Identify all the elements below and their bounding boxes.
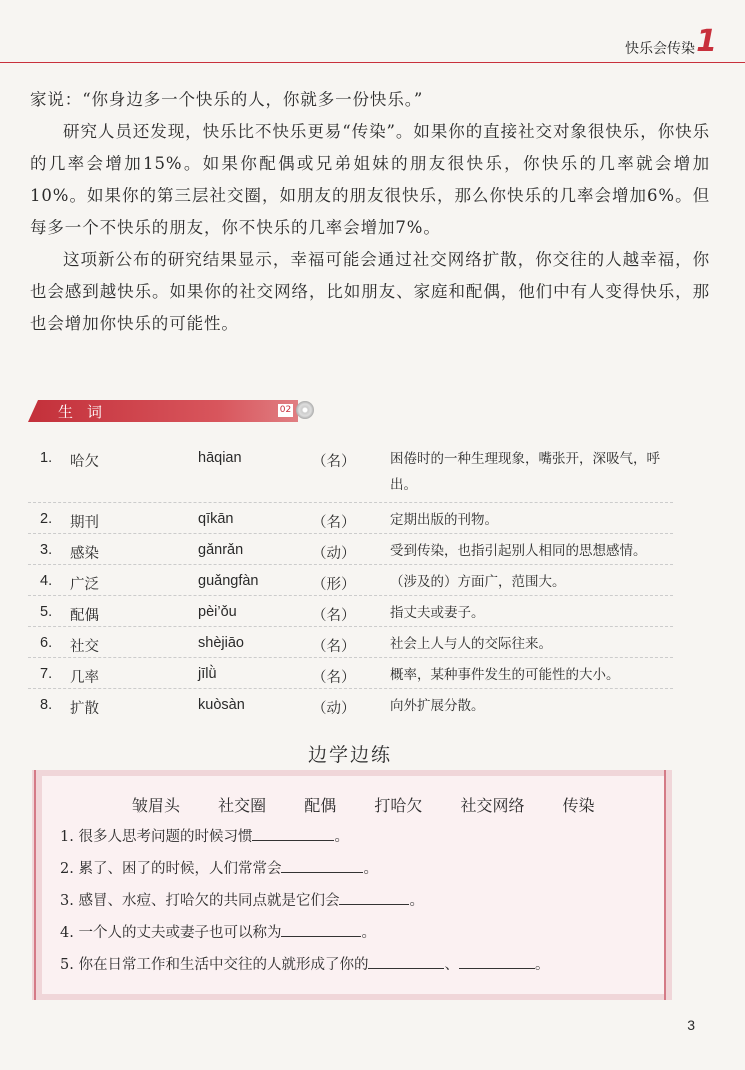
question-text: 3. 感冒、水痘、打哈欠的共同点就是它们会 <box>60 893 340 909</box>
practice-question <box>60 953 549 974</box>
vocab-number: 8. <box>40 697 53 713</box>
question-end: 。 <box>363 861 378 877</box>
vocab-row <box>28 503 673 534</box>
vocab-number: 4. <box>40 573 53 589</box>
practice-title: 边学边练 <box>307 744 392 766</box>
vocab-definition: 向外扩展分散。 <box>390 698 485 714</box>
vocab-pinyin: kuòsàn <box>198 697 245 713</box>
word-bank-item: 传染 <box>562 796 595 815</box>
word-bank-item: 皱眉头 <box>132 796 181 815</box>
vocab-row <box>28 596 673 627</box>
answer-blank[interactable] <box>459 954 535 969</box>
passage-paragraph: 研究人员还发现，快乐比不快乐更易“传染”。如果你的直接社交对象很快乐，你快乐的几率会增加15%。如果你配偶或兄弟姐妹的朋友很快乐，你快乐的几率就会增加10%。如果你的第三层社交圈，如朋友的朋友很快乐，那么你快乐的几率会增加6%。但每多一个不快乐的朋友，你不快乐的几率会增加7%。 <box>30 122 710 237</box>
vocab-pinyin: gǎnrǎn <box>198 542 244 558</box>
vocab-definition: 困倦时的一种生理现象，嘴张开，深吸气，呼出。 <box>390 451 660 493</box>
vocab-definition: 指丈夫或妻子。 <box>390 605 485 621</box>
answer-blank[interactable] <box>368 954 444 969</box>
vocab-number: 1. <box>40 450 53 466</box>
cd-icon <box>296 401 314 419</box>
practice-border-line <box>34 770 36 1000</box>
vocab-number: 6. <box>40 635 53 651</box>
question-separator: 、 <box>444 957 459 973</box>
question-text: 1. 很多人思考问题的时候习惯 <box>60 829 253 845</box>
vocab-pos: （名） <box>312 454 356 470</box>
vocab-word: 广泛 <box>70 577 99 593</box>
word-bank <box>132 793 628 816</box>
vocab-row <box>28 689 673 719</box>
vocab-pos: （名） <box>312 608 356 624</box>
vocab-word: 扩散 <box>70 701 99 717</box>
vocab-word: 配偶 <box>70 608 99 624</box>
vocab-title: 生词 <box>58 403 117 421</box>
page-number: 3 <box>687 1017 695 1033</box>
question-end: 。 <box>361 925 376 941</box>
chapter-number: 1 <box>696 24 717 59</box>
vocab-pinyin: shèjiāo <box>198 635 244 651</box>
vocab-pinyin: hāqian <box>198 450 242 466</box>
vocab-row <box>28 627 673 658</box>
word-bank-item: 社交圈 <box>218 796 267 815</box>
answer-blank[interactable] <box>281 922 361 937</box>
chapter-title: 快乐会传染 <box>625 41 695 57</box>
passage <box>30 84 710 340</box>
vocab-number: 5. <box>40 604 53 620</box>
vocab-row <box>28 534 673 565</box>
question-end: 。 <box>409 893 424 909</box>
question-end: 。 <box>334 829 349 845</box>
page-header <box>0 0 745 63</box>
word-bank-item: 打哈欠 <box>374 796 423 815</box>
vocab-pos: （形） <box>312 577 356 593</box>
vocab-pos: （动） <box>312 701 356 717</box>
vocab-pos: （名） <box>312 515 356 531</box>
vocab-word: 哈欠 <box>70 454 99 470</box>
question-text: 5. 你在日常工作和生活中交往的人就形成了你的 <box>60 957 369 973</box>
practice-question <box>60 921 376 942</box>
vocab-word: 社交 <box>70 639 99 655</box>
word-bank-item: 社交网络 <box>460 796 525 815</box>
practice-border-line <box>664 770 666 1000</box>
vocab-pinyin: qīkān <box>198 511 234 527</box>
vocab-pinyin: pèi’ǒu <box>198 604 237 620</box>
vocab-definition: 定期出版的刊物。 <box>390 512 498 528</box>
answer-blank[interactable] <box>339 890 409 905</box>
practice-question <box>60 825 349 846</box>
question-text: 4. 一个人的丈夫或妻子也可以称为 <box>60 925 282 941</box>
vocab-definition: 概率，某种事件发生的可能性的大小。 <box>390 667 620 683</box>
question-text: 2. 累了、困了的时候，人们常常会 <box>60 861 282 877</box>
vocab-row <box>28 658 673 689</box>
vocab-pinyin: guǎngfàn <box>198 573 259 589</box>
vocab-word: 感染 <box>70 546 99 562</box>
vocab-row <box>28 442 673 503</box>
audio-track-badge: 02 <box>279 405 292 415</box>
vocab-definition: （涉及的）方面广，范围大。 <box>390 574 566 590</box>
vocab-number: 3. <box>40 542 53 558</box>
answer-blank[interactable] <box>252 826 334 841</box>
vocab-word: 期刊 <box>70 515 99 531</box>
question-end: 。 <box>534 957 550 973</box>
vocab-pos: （名） <box>312 639 356 655</box>
vocab-number: 7. <box>40 666 53 682</box>
vocab-definition: 社会上人与人的交际往来。 <box>390 636 552 652</box>
answer-blank[interactable] <box>281 858 363 873</box>
practice-question <box>60 889 424 910</box>
practice-question <box>60 857 378 878</box>
passage-paragraph: 家说：“你身边多一个快乐的人，你就多一份快乐。” <box>30 90 424 109</box>
vocab-pos: （动） <box>312 546 356 562</box>
vocab-number: 2. <box>40 511 53 527</box>
vocab-pos: （名） <box>312 670 356 686</box>
vocab-row <box>28 565 673 596</box>
vocab-definition: 受到传染，也指引起别人相同的思想感情。 <box>390 543 647 559</box>
vocab-list <box>28 442 673 719</box>
vocab-pinyin: jīlǜ <box>198 666 217 682</box>
passage-paragraph: 这项新公布的研究结果显示，幸福可能会通过社交网络扩散，你交往的人越幸福，你也会感到越快乐。如果你的社交网络，比如朋友、家庭和配偶，他们中有人变得快乐，那也会增加你快乐的可能性。 <box>30 250 710 333</box>
vocab-word: 几率 <box>70 670 99 686</box>
word-bank-item: 配偶 <box>304 796 337 815</box>
vocab-banner <box>28 400 298 422</box>
